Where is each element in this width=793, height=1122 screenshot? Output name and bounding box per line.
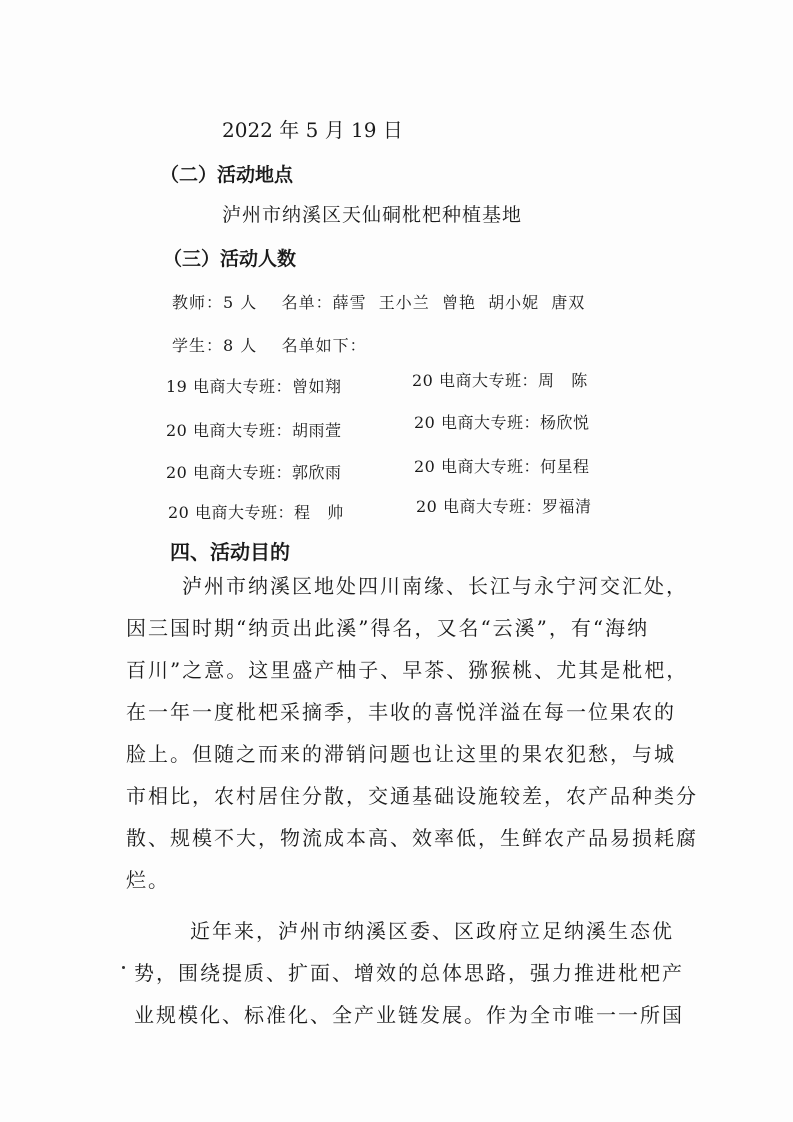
student-entry: 20 电商大专班：罗福清	[416, 497, 592, 516]
section-heading-location: （二）活动地点	[160, 164, 294, 186]
teacher-list: 教师：5 人 名单：薛雪 王小兰 曾艳 胡小妮 唐双	[172, 293, 586, 312]
paragraph-line: 在一年一度枇杷采摘季，丰收的喜悦洋溢在每一位果农的	[126, 700, 676, 724]
purpose-paragraph-1	[126, 565, 696, 901]
student-entry: 20 电商大专班：杨欣悦	[414, 413, 590, 432]
paragraph-line: 百川”之意。这里盛产柚子、早茶、猕猴桃、尤其是枇杷，	[126, 658, 689, 682]
paragraph-line: 脸上。但随之而来的滞销问题也让这里的果农犯愁，与城	[126, 742, 676, 766]
student-entry: 20 电商大专班：郭欣雨	[166, 463, 342, 482]
paragraph-line: 泸州市纳溪区地处四川南缘、长江与永宁河交汇处，	[182, 574, 688, 598]
student-entry: 20 电商大专班：程 帅	[168, 503, 344, 522]
location-text: 泸州市纳溪区天仙硐枇杷种植基地	[222, 204, 523, 226]
activity-date: 2022 年 5 月 19 日	[222, 118, 403, 142]
section-heading-participants: （三）活动人数	[163, 248, 297, 270]
section-heading-purpose: 四、活动目的	[170, 540, 290, 564]
student-entry: 20 电商大专班：周 陈	[412, 371, 588, 390]
purpose-paragraph-2	[134, 910, 704, 1036]
paragraph-line: 因三国时期“纳贡出此溪”得名，又名“云溪”，有“海纳	[126, 616, 650, 640]
paragraph-line: 势，围绕提质、扩面、增效的总体思路，强力推进枇杷产	[134, 961, 684, 985]
student-roster	[166, 368, 636, 528]
scan-speck	[122, 966, 125, 969]
student-entry: 19 电商大专班：曾如翔	[166, 377, 342, 396]
paragraph-line: 业规模化、标准化、全产业链发展。作为全市唯一一所国	[134, 1003, 684, 1027]
paragraph-line: 烂。	[126, 868, 170, 892]
paragraph-line: 近年来，泸州市纳溪区委、区政府立足纳溪生态优	[190, 919, 674, 943]
student-entry: 20 电商大专班：何星程	[414, 457, 590, 476]
student-list-intro: 学生：8 人 名单如下：	[172, 336, 367, 355]
student-entry: 20 电商大专班：胡雨萱	[166, 421, 342, 440]
paragraph-line: 散、规模不大，物流成本高、效率低，生鲜农产品易损耗腐	[126, 826, 698, 850]
paragraph-line: 市相比，农村居住分散，交通基础设施较差，农产品种类分	[126, 784, 698, 808]
